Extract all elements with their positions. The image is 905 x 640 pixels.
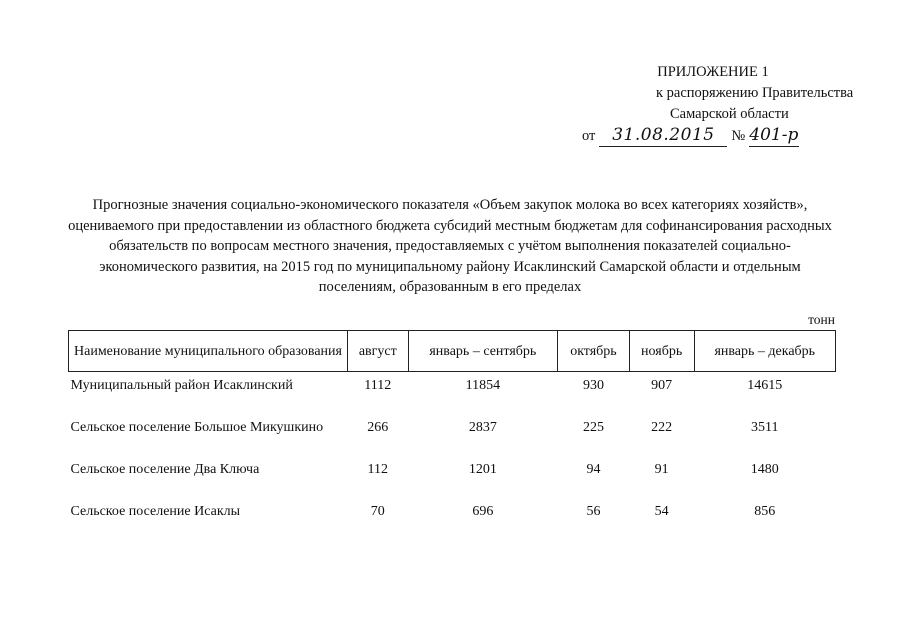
cell-october: 56	[586, 504, 601, 519]
header-august: август	[348, 331, 409, 372]
row-name: Муниципальный район Исаклинский	[70, 378, 293, 393]
cell-jan-dec: 3511	[751, 420, 779, 435]
appendix-title: ПРИЛОЖЕНИЕ 1	[657, 64, 769, 80]
row-name: Сельское поселение Исаклы	[70, 504, 241, 519]
cell-jan-dec: 1480	[750, 462, 779, 477]
cell-jan-sep: 696	[472, 504, 494, 519]
table-header-row	[69, 331, 836, 372]
header-jan-dec: январь – декабрь	[694, 331, 835, 372]
cell-october: 930	[582, 378, 604, 393]
cell-august: 70	[370, 504, 385, 519]
data-table	[68, 330, 836, 544]
row-name: Сельское поселение Два Ключа	[70, 462, 260, 477]
table-row	[69, 460, 836, 502]
cell-august: 266	[367, 420, 389, 435]
cell-jan-dec: 856	[754, 504, 776, 519]
cell-jan-sep: 1201	[468, 462, 497, 477]
header-jan-sep: январь – сентябрь	[408, 331, 558, 372]
table-row	[69, 418, 836, 460]
header-name: Наименование муниципального образования	[69, 331, 348, 372]
document-title: Прогнозные значения социально-экономического показателя «Объем закупок молока во всех категориях хозяйств», оцениваемого при предоставлении из областного бюджета субсидий местным бюджетам для софинансирования расходных обязательств по вопросам местного значения, предоставляемых с учётом выполнения показателей социально-экономического развития, на 2015 год по муниципальному району Исаклинский Самарской области и отдельным поселениям, образованным в его пределах	[68, 197, 832, 295]
from-label: от	[582, 128, 596, 144]
cell-october: 225	[582, 420, 604, 435]
appendix-block	[560, 62, 860, 147]
cell-jan-sep: 11854	[465, 378, 501, 393]
cell-november: 91	[654, 462, 669, 477]
cell-august: 1112	[364, 378, 392, 393]
appendix-region: Самарской области	[670, 106, 789, 122]
unit-label: тонн	[808, 312, 835, 327]
table-row	[69, 502, 836, 544]
table-row	[69, 372, 836, 419]
cell-jan-sep: 2837	[468, 420, 497, 435]
appendix-date-line	[582, 125, 860, 147]
number-label: №	[731, 128, 746, 144]
cell-jan-dec: 14615	[747, 378, 783, 393]
appendix-subtitle: к распоряжению Правительства	[656, 85, 854, 101]
row-name: Сельское поселение Большое Микушкино	[70, 420, 324, 435]
cell-november: 907	[651, 378, 673, 393]
cell-august: 112	[367, 462, 388, 477]
header-november: ноябрь	[629, 331, 694, 372]
cell-november: 222	[651, 420, 673, 435]
cell-november: 54	[654, 504, 669, 519]
header-october: октябрь	[558, 331, 630, 372]
handwritten-date: 31.08.2015	[599, 125, 727, 147]
cell-october: 94	[586, 462, 601, 477]
handwritten-number: 401-р	[749, 125, 799, 145]
